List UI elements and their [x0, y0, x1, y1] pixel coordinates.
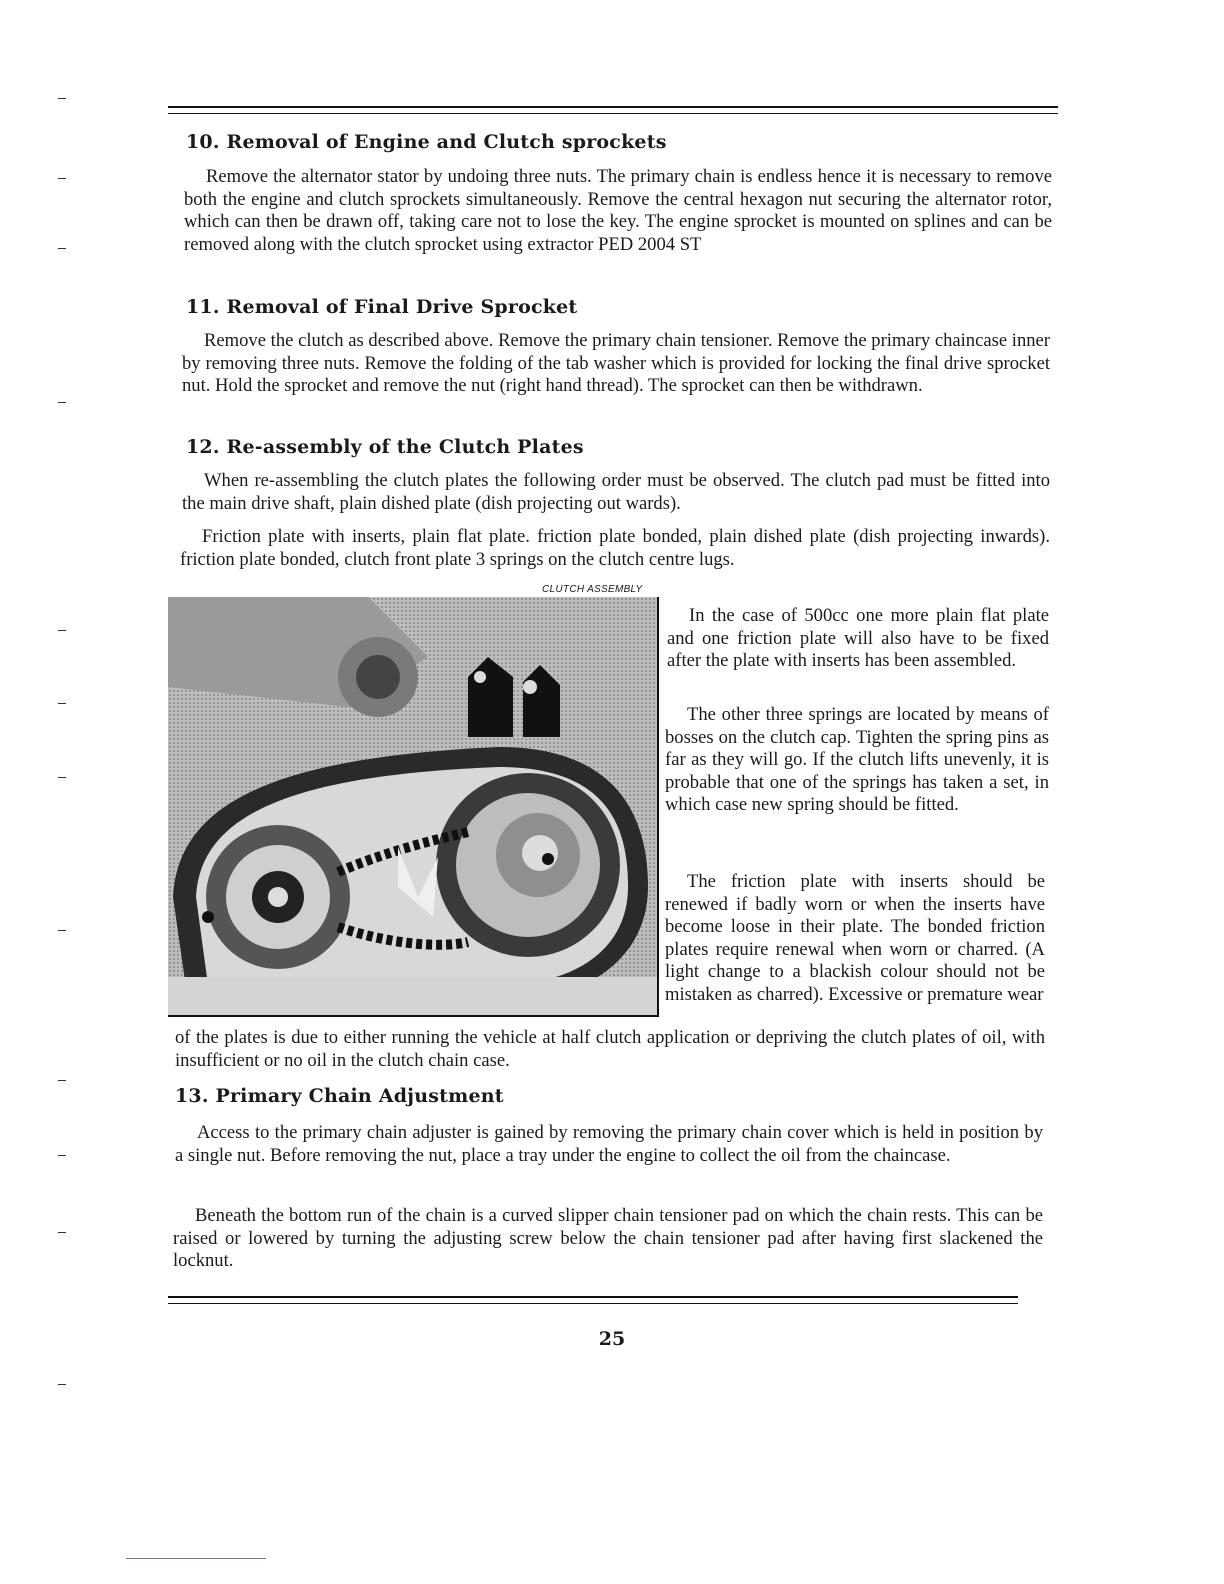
section-12-paragraph-4: The other three springs are located by means of bosses on the clutch cap. Tighten the spring pins as far as they will go. If the clutch lifts unevenly, it is probable that one of the springs has taken a set, in which case new spring should be fitted. [665, 704, 1049, 815]
top-rule-secondary [168, 113, 1058, 114]
margin-mark [58, 1384, 66, 1385]
section-12-paragraph-6: of the plates is due to either running the vehicle at half clutch application or depriving the clutch plates of oil, with insufficient or no oil in the clutch chain case. [175, 1027, 1045, 1071]
section-13-paragraph-2: Beneath the bottom run of the chain is a curved slipper chain tensioner pad on which the chain rests. This can be raised or lowered by turning the adjusting screw below the chain tensioner pad after having first slackened the locknut. [173, 1205, 1043, 1271]
margin-mark [58, 248, 66, 249]
margin-mark [58, 703, 66, 704]
bottom-rule-secondary [168, 1303, 1018, 1304]
margin-mark [58, 402, 66, 403]
margin-mark [58, 98, 66, 99]
margin-mark [58, 1232, 66, 1233]
margin-mark [58, 777, 66, 778]
section-13-heading: 13. Primary Chain Adjustment [175, 1085, 504, 1107]
section-11-paragraph: Remove the clutch as described above. Remove the primary chain tensioner. Remove the primary chaincase inner by removing three nuts. Remove the folding of the tab washer which is provided for locking the final drive sprocket nut. Hold the sprocket and remove the nut (right hand thread). The sprocket can then be withdrawn. [182, 330, 1050, 396]
section-13-paragraph-1: Access to the primary chain adjuster is gained by removing the primary chain cover which is held in position by a single nut. Before removing the nut, place a tray under the engine to collect the oil from the chaincase. [175, 1122, 1043, 1166]
section-12-paragraph-3: In the case of 500cc one more plain flat plate and one friction plate will also have to be fixed after the plate with inserts has been assembled. [667, 605, 1049, 671]
margin-mark [58, 178, 66, 179]
top-rule [168, 106, 1058, 108]
section-12-paragraph-1: When re-assembling the clutch plates the following order must be observed. The clutch pad must be fitted into the main drive shaft, plain dished plate (dish projecting out wards). [182, 470, 1050, 514]
section-10-heading: 10. Removal of Engine and Clutch sprockets [186, 131, 667, 153]
figure-caption: CLUTCH ASSEMBLY [542, 584, 643, 595]
footer-link-underline [126, 1558, 266, 1559]
margin-mark [58, 630, 66, 631]
clutch-assembly-photo [168, 597, 659, 1017]
section-10-paragraph: Remove the alternator stator by undoing three nuts. The primary chain is endless hence it is necessary to remove both the engine and clutch sprockets simultaneously. Remove the central hexagon nut securing the alternator rotor, which can then be drawn off, taking care not to lose the key. The engine sprocket is mounted on splines and can be removed along with the clutch sprocket using extractor PED 2004 ST [184, 166, 1052, 255]
bottom-rule [168, 1296, 1018, 1298]
section-11-heading: 11. Removal of Final Drive Sprocket [186, 296, 578, 318]
page-number: 25 [598, 1328, 626, 1350]
section-12-paragraph-2: Friction plate with inserts, plain flat plate. friction plate bonded, plain dished plate (dish projecting inwards). friction plate bonded, clutch front plate 3 springs on the clutch centre lugs. [180, 526, 1050, 570]
section-12-paragraph-5: The friction plate with inserts should be renewed if badly worn or when the inserts have become loose in their plate. The bonded friction plates require renewal when worn or charred. (A light change to a blackish colour should not be mistaken as charred). Excessive or premature wear [665, 871, 1045, 1005]
margin-mark [58, 1155, 66, 1156]
margin-mark [58, 1080, 66, 1081]
clutch-assembly-illustration [168, 597, 657, 1015]
section-12-heading: 12. Re-assembly of the Clutch Plates [186, 436, 584, 458]
margin-mark [58, 930, 66, 931]
